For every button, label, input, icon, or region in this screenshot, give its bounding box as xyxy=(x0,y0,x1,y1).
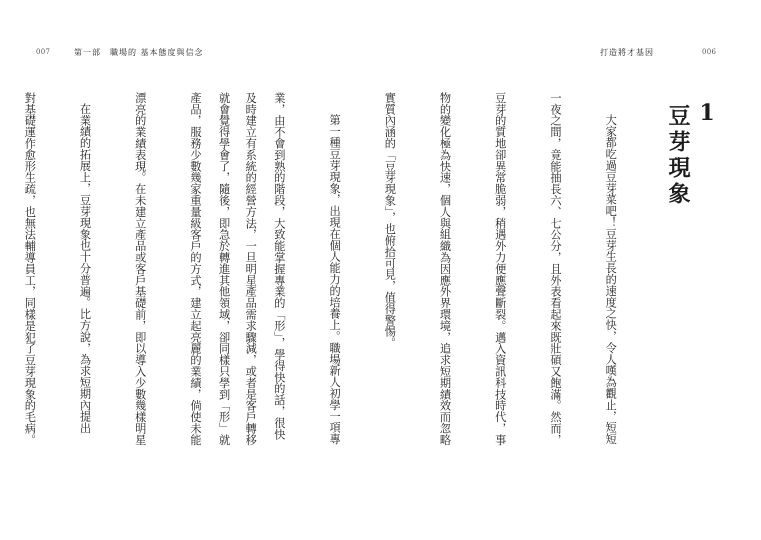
text-column: 業，由不會到熟的階段，大致能掌握專業的「形」，學得快的話，很快 xyxy=(272,92,286,440)
text-column: 就會覺得學會了，隨後，即急於轉進其他領域，卻同樣只學到「形」就 xyxy=(217,92,231,446)
text-column: 漂亮的業績表現。在未建立產品或客戶基礎前，即以導入少數幾樣明星 xyxy=(133,92,147,446)
right-page-number: 006 xyxy=(702,48,717,56)
left-running-head: 第一部 職場的 基本態度與信念 xyxy=(74,48,204,57)
text-column: 實質內涵的「豆芽現象」，也俯拾可見，值得警惕。 xyxy=(383,92,397,349)
text-column: 產品，服務少數幾家重量級客戶的方式，建立起亮麗的業績，倘使未能 xyxy=(188,92,202,446)
chapter-number: 1 xyxy=(694,100,720,128)
text-column: 豆芽的質地卻異常脆弱，稍遇外力便應聲斷裂。邁入資訊科技時代，事 xyxy=(493,92,507,446)
left-page-number: 007 xyxy=(36,48,51,56)
chapter-title: 豆芽現象 xyxy=(665,104,691,208)
text-column: 及時建立有系統的經營方法，一旦明星產品需求驟減，或者是客戶轉移 xyxy=(244,92,258,446)
text-column: 大家都吃過豆芽菜吧！豆芽生長的速度之快，令人嘆為觀止，短短 xyxy=(604,114,618,445)
text-column: 一夜之間，竟能抽長六、七公分，且外表看起來既壯碩又飽滿。然而， xyxy=(548,92,562,446)
text-column: 第一種豆芽現象，出現在個人能力的培養上。職場新人初學一項專 xyxy=(328,114,342,445)
text-column: 物的變化極為快速，個人與組織為因應外界環境，追求短期績效而忽略 xyxy=(438,92,452,446)
chapter-heading xyxy=(663,100,720,208)
right-running-head: 打造將才基因 xyxy=(600,48,654,57)
text-column: 在業績的拓展上，豆芽現象也十分普遍。比方說，為求短期內提出 xyxy=(78,103,92,434)
text-column: 對基礎運作愈形生疏，也無法輔導員工，同樣是犯了豆芽現象的毛病。 xyxy=(23,92,37,446)
